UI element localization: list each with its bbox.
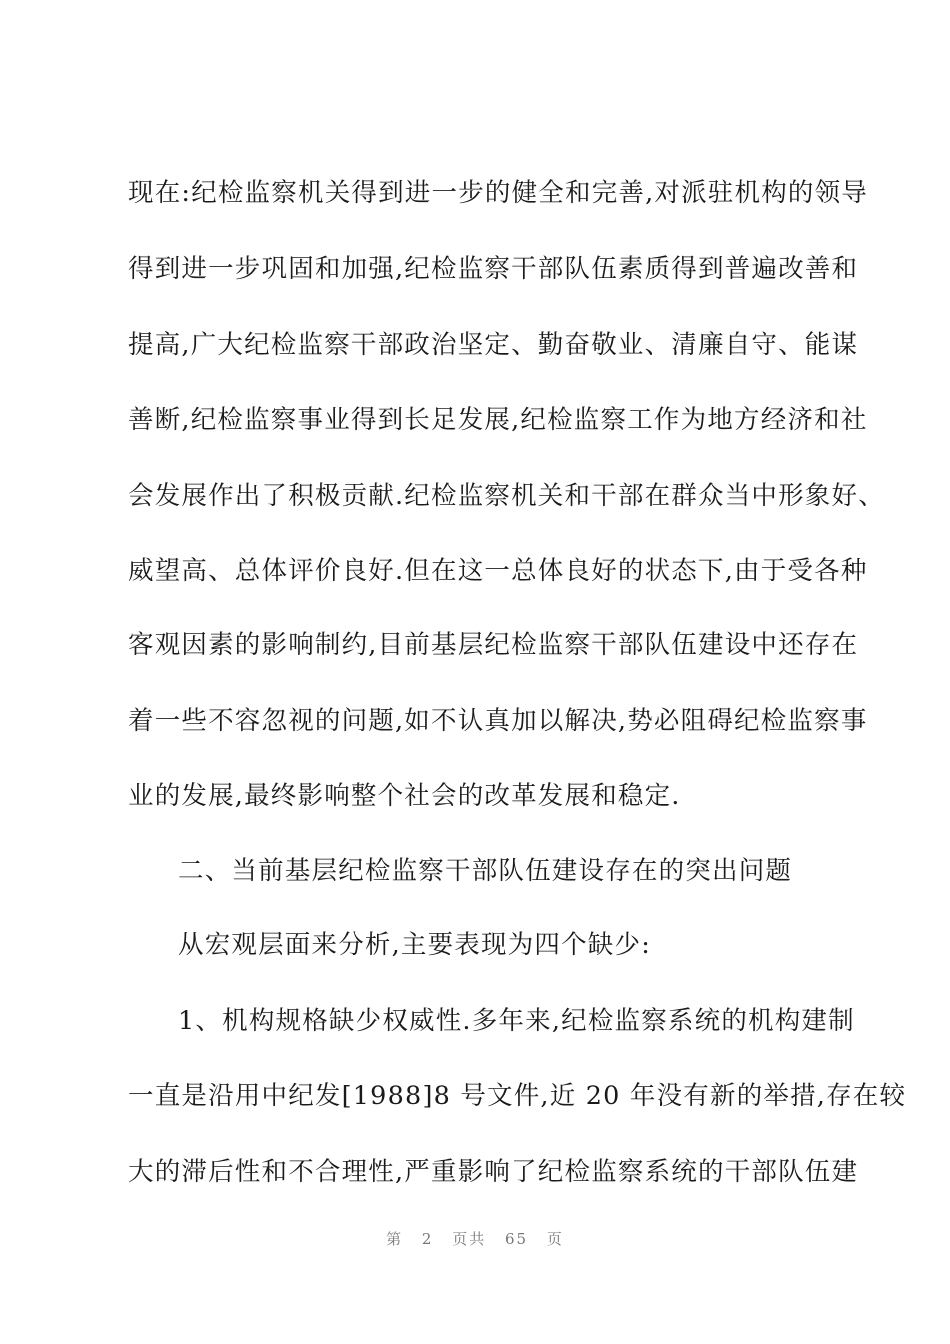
- section-heading: 二、当前基层纪检监察干部队伍建设存在的突出问题: [178, 856, 793, 886]
- text-line: 大的滞后性和不合理性,严重影响了纪检监察系统的干部队伍建: [128, 1157, 859, 1187]
- text-line: 业的发展,最终影响整个社会的改革发展和稳定.: [128, 781, 681, 811]
- text-line: 1、机构规格缺少权威性.多年来,纪检监察系统的机构建制: [178, 1006, 855, 1036]
- page-prefix: 第: [386, 1230, 404, 1248]
- text-line: 从宏观层面来分析,主要表现为四个缺少:: [178, 930, 651, 960]
- text-line: 客观因素的影响制约,目前基层纪检监察干部队伍建设中还存在: [128, 630, 859, 660]
- text-line: 着一些不容忽视的问题,如不认真加以解决,势必阻碍纪检监察事: [128, 706, 868, 736]
- text-line: 会发展作出了积极贡献.纪检监察机关和干部在群众当中形象好、: [128, 481, 885, 511]
- text-line: 得到进一步巩固和加强,纪检监察干部队伍素质得到普遍改善和: [128, 254, 859, 284]
- text-line: 威望高、总体评价良好.但在这一总体良好的状态下,由于受各种: [128, 556, 868, 586]
- page-footer: [0, 1228, 950, 1249]
- text-line: 善断,纪检监察事业得到长足发展,纪检监察工作为地方经济和社: [128, 405, 868, 435]
- text-line: 一直是沿用中纪发[1988]8 号文件,近 20 年没有新的举措,存在较: [128, 1081, 907, 1111]
- page-number: 2: [421, 1230, 434, 1248]
- text-line: 提高,广大纪检监察干部政治坚定、勤奋敬业、清廉自守、能谋: [128, 330, 859, 360]
- text-line: 现在:纪检监察机关得到进一步的健全和完善,对派驻机构的领导: [128, 178, 868, 208]
- page-total: 65: [505, 1230, 529, 1248]
- page-suffix: 页: [546, 1230, 564, 1248]
- page-middle: 页共: [452, 1230, 487, 1248]
